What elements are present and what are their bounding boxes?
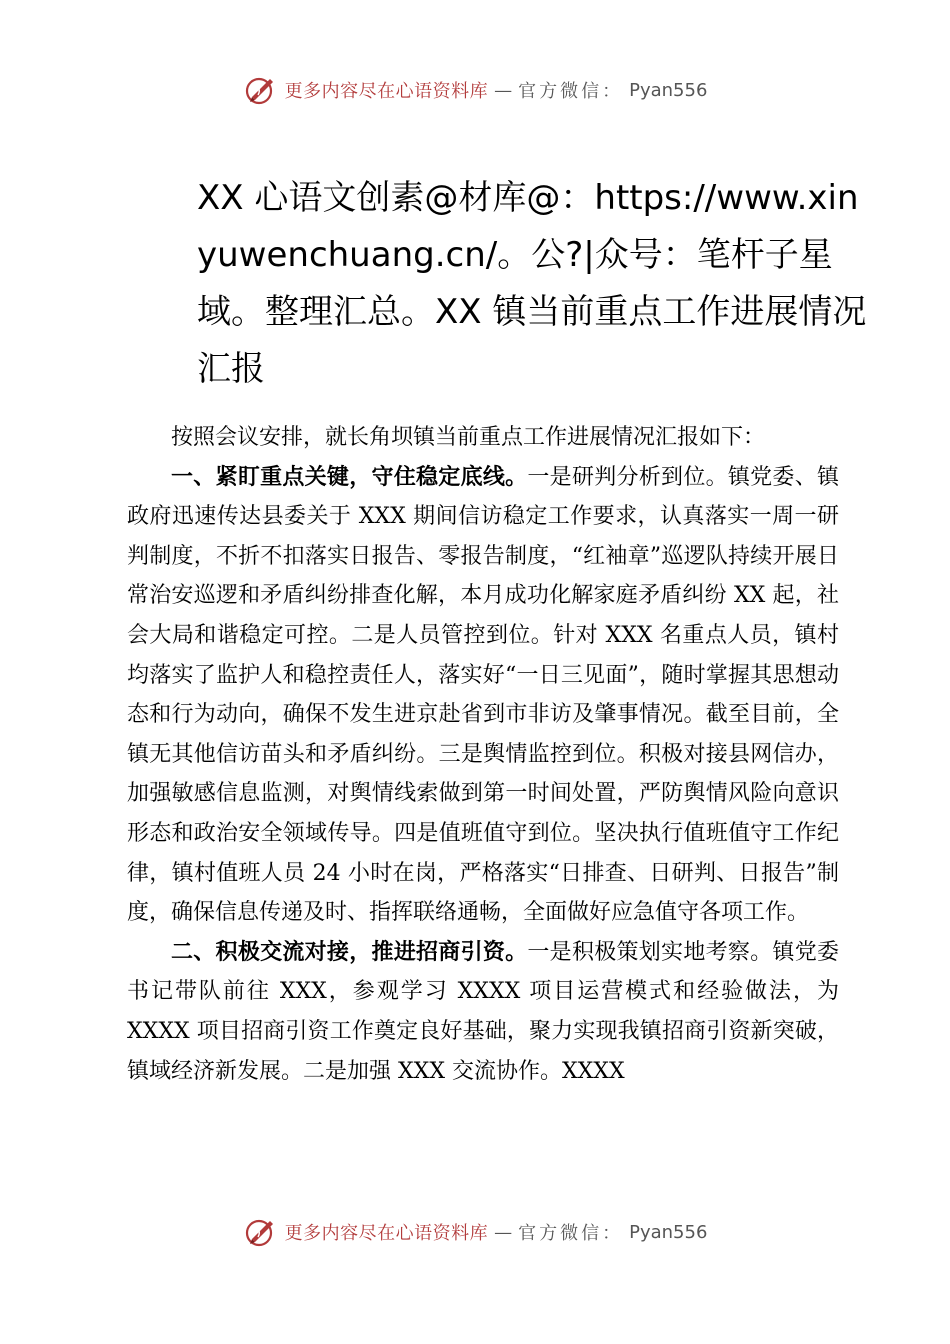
footer-banner-text: 更多内容尽在心语资料库	[284, 1223, 489, 1244]
section-2-body: 一是积极策划实地考察。镇党委书记带队前往 XXX，参观学习 XXXX 项目运营模式和经验做法，为 XXXX 项目招商引资工作奠定良好基础，聚力实现我镇招商引资新突破，镇域经济新发展。二是加强 XXX 交流协作。XXXX	[127, 939, 839, 1084]
pen-logo-icon	[243, 1214, 279, 1250]
section-2-paragraph	[127, 933, 839, 1091]
section-1-paragraph	[127, 458, 839, 933]
section-2-heading: 二、积极交流对接，推进招商引资。	[171, 939, 528, 965]
footer-wechat-label: 官方微信：	[518, 1223, 624, 1244]
header-banner-text: 更多内容尽在心语资料库	[284, 81, 489, 102]
section-1-heading: 一、紧盯重点关键，守住稳定底线。	[171, 464, 528, 490]
intro-paragraph: 按照会议安排，就长角坝镇当前重点工作进展情况汇报如下：	[171, 425, 766, 450]
pen-logo-icon	[243, 72, 279, 108]
section-1-body: 一是研判分析到位。镇党委、镇政府迅速传达县委关于 XXX 期间信访稳定工作要求，认真落实一周一研判制度，不折不扣落实日报告、零报告制度，“红袖章”巡逻队持续开展日常治安巡逻和矛盾纠纷排查化解，本月成功化解家庭矛盾纠纷 XX 起，社会大局和谐稳定可控。二是人员管控到位。针对 XXX 名重点人员，镇村均落实了监护人和稳控责任人，落实好“一日三见面”，随时掌握其思想动态和行为动向，确保不发生进京赴省到市非访及肇事情况。截至目前，全镇无其他信访苗头和矛盾纠纷。三是舆情监控到位。积极对接县网信办，加强敏感信息监测，对舆情线索做到第一时间处置，严防舆情风险向意识形态和政治安全领域传导。四是值班值守到位。坚决执行值班值守工作纪律，镇村值班人员 24 小时在岗，严格落实“日排查、日研判、日报告”制度，确保信息传递及时、指挥联络通畅，全面做好应急值守各项工作。	[127, 464, 839, 926]
header-banner	[0, 70, 950, 110]
footer-banner	[0, 1212, 950, 1252]
footer-banner-content	[243, 1214, 708, 1250]
header-banner-separator: —	[494, 79, 513, 101]
document-title: XX 心语文创素@材库@：https://www.xinyuwenchuang.cn/。公?|众号：笔杆子星域。整理汇总。XX 镇当前重点工作进展情况汇报	[197, 178, 867, 389]
header-wechat-id: Pyan556	[629, 79, 708, 101]
header-wechat-label: 官方微信：	[518, 81, 624, 102]
document-body	[127, 418, 839, 1091]
footer-banner-separator: —	[494, 1221, 513, 1243]
footer-wechat-id: Pyan556	[629, 1221, 708, 1243]
header-banner-content	[243, 72, 708, 108]
